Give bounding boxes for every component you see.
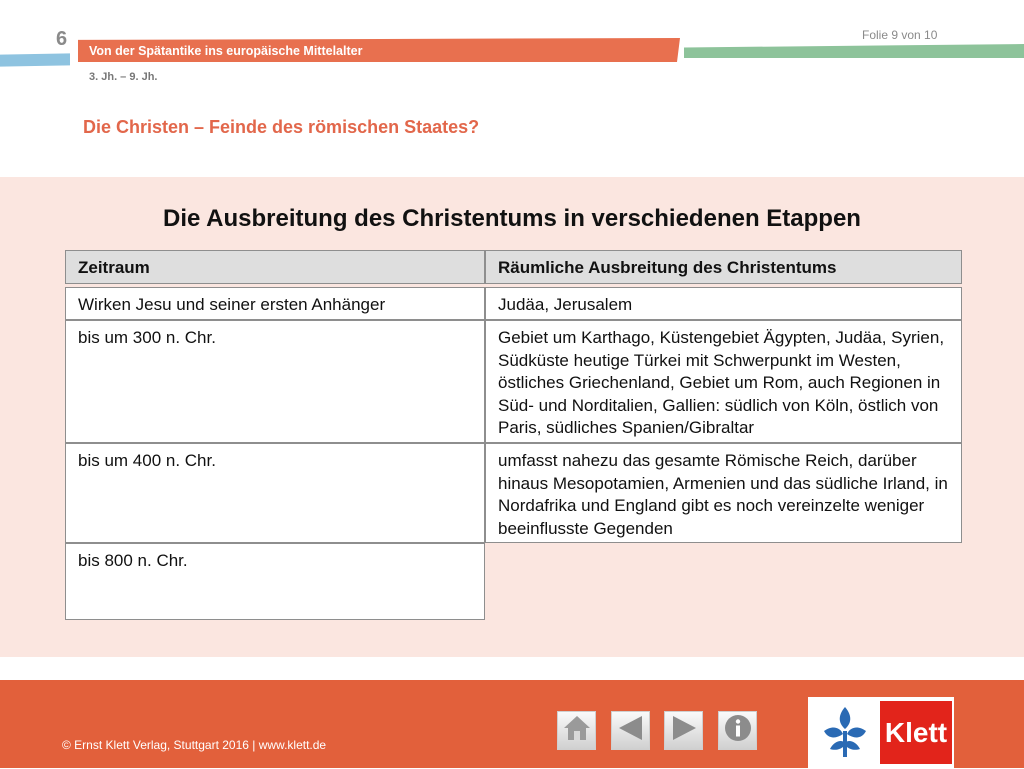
decorative-stripe-green bbox=[684, 44, 1024, 58]
info-button[interactable] bbox=[718, 711, 757, 750]
table-cell-period-row2: bis um 300 n. Chr. bbox=[65, 320, 485, 443]
next-slide-button[interactable] bbox=[664, 711, 703, 750]
table-cell-spread-row2: Gebiet um Karthago, Küstengebiet Ägypten, Judäa, Syrien, Südküste heutige Türkei mit Schwerpunkt im Westen, östliches Griechenland, Gebiet um Rom, auch Regionen in Süd- und Norditalien, Gallien: südlich von Köln, östlich von Paris, südliches Spanien/Gibraltar bbox=[485, 320, 962, 443]
triangle-left-icon bbox=[616, 714, 646, 747]
table-cell-period-row4: bis 800 n. Chr. bbox=[65, 543, 485, 620]
chapter-number: 6 bbox=[56, 28, 68, 50]
home-button[interactable] bbox=[557, 711, 596, 750]
period-label: 3. Jh. – 9. Jh. bbox=[89, 71, 158, 83]
topic-heading: Die Christen – Feinde des römischen Staates? bbox=[83, 117, 480, 137]
table-header-period: Zeitraum bbox=[65, 250, 485, 284]
slide-counter: Folie 9 von 10 bbox=[862, 28, 938, 42]
table-cell-spread-row1: Judäa, Jerusalem bbox=[485, 287, 962, 320]
table-cell-period-row1: Wirken Jesu und seiner ersten Anhänger bbox=[65, 287, 485, 320]
page-title: Die Ausbreitung des Christentums in verschiedenen Etappen bbox=[163, 205, 861, 232]
chapter-banner-title: Von der Spätantike ins europäische Mittelalter bbox=[89, 44, 363, 58]
previous-slide-button[interactable] bbox=[611, 711, 650, 750]
copyright-text: © Ernst Klett Verlag, Stuttgart 2016 | www.klett.de bbox=[62, 738, 327, 752]
klett-clover-icon bbox=[812, 701, 878, 764]
decorative-stripe-blue bbox=[0, 53, 70, 66]
table-cell-period-row3: bis um 400 n. Chr. bbox=[65, 443, 485, 543]
info-icon bbox=[723, 713, 753, 748]
klett-logo-wordmark: Klett bbox=[880, 701, 952, 764]
home-icon bbox=[562, 714, 592, 747]
triangle-right-icon bbox=[669, 714, 699, 747]
table-header-spread: Räumliche Ausbreitung des Christentums bbox=[485, 250, 962, 284]
table-cell-spread-row3: umfasst nahezu das gesamte Römische Reich, darüber hinaus Mesopotamien, Armenien und das südliche Irland, in Nordafrika und England gibt es noch vereinzelte weniger beeinflusste Gegenden bbox=[485, 443, 962, 543]
